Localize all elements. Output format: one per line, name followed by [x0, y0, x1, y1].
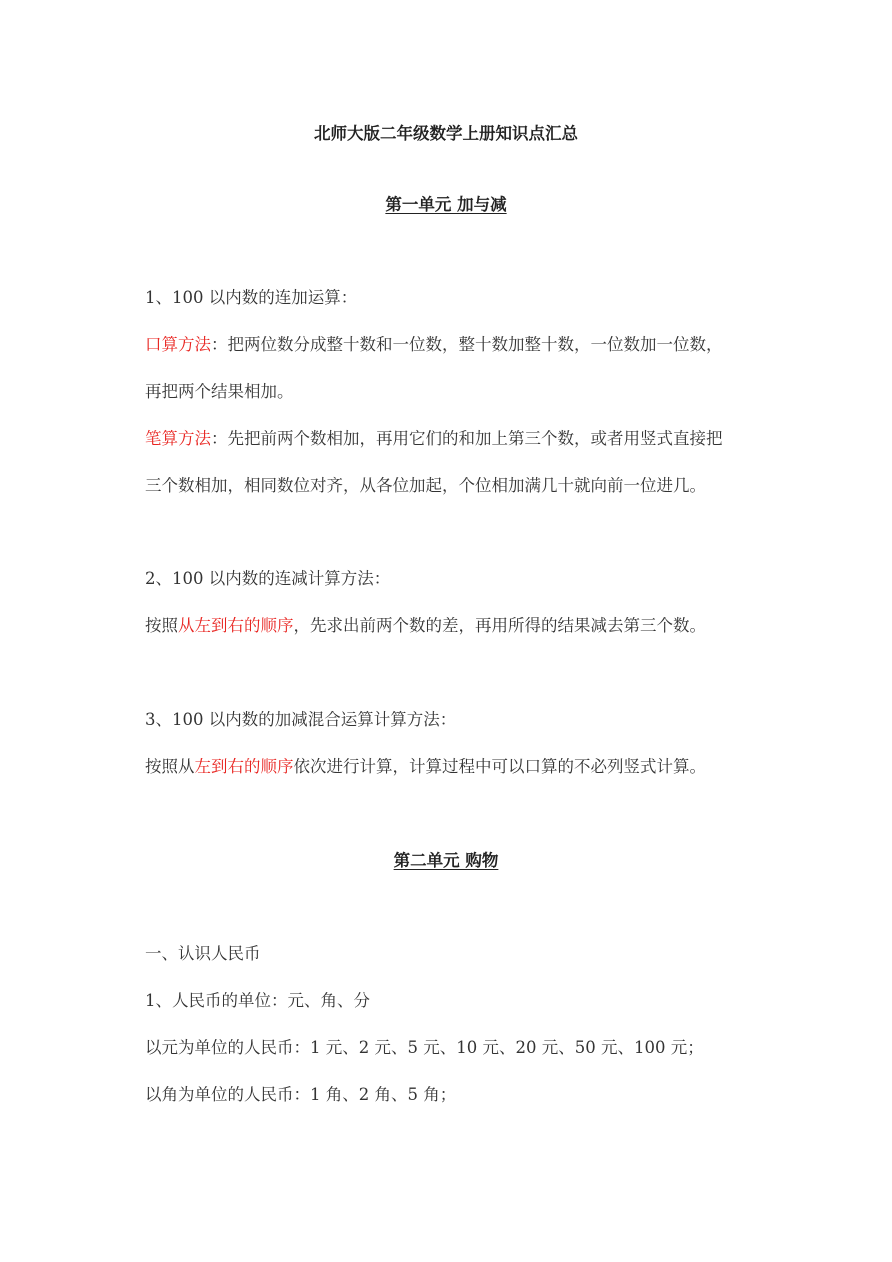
document-title: 北师大版二年级数学上册知识点汇总 [314, 124, 578, 143]
unit2-section1: 一、认识人民币 [145, 944, 261, 963]
unit1-item3-post: 依次进行计算，计算过程中可以口算的不必列竖式计算。 [293, 757, 706, 776]
oral-method-line-2: 再把两个结果相加。 [145, 382, 294, 401]
written-method-text-1: ：先把前两个数相加，再用它们的和加上第三个数，或者用竖式直接把 [211, 429, 723, 448]
unit1-item3-highlight: 左到右的顺序 [194, 757, 294, 776]
unit1-heading [0, 194, 892, 216]
unit1-heading-text: 第一单元 加与减 [385, 195, 507, 214]
unit1-item2-title: 2、100 以内数的连减计算方法： [145, 569, 391, 588]
written-method-label: 笔算方法 [145, 429, 211, 448]
written-method-line-2: 三个数相加，相同数位对齐，从各位加起，个位相加满几十就向前一位进几。 [145, 476, 706, 495]
unit1-item2-highlight: 从左到右的顺序 [178, 616, 294, 635]
unit1-item2-text [145, 615, 706, 637]
unit2-heading-text: 第二单元 购物 [393, 851, 499, 870]
yuan-denominations: 以元为单位的人民币：1 元、2 元、5 元、10 元、20 元、50 元、100 元； [145, 1038, 704, 1057]
unit1-item3-title: 3、100 以内数的加减混合运算计算方法： [145, 710, 457, 729]
unit1-item3-text [145, 756, 706, 778]
oral-method-label: 口算方法 [145, 335, 211, 354]
unit1-item2-pre: 按照 [145, 616, 178, 635]
oral-method-text-1: ：把两位数分成整十数和一位数，整十数加整十数，一位数加一位数， [211, 335, 723, 354]
jiao-denominations: 以角为单位的人民币：1 角、2 角、5 角； [145, 1085, 457, 1104]
unit1-item1-title: 1、100 以内数的连加运算： [145, 288, 358, 307]
unit2-item1: 1、人民币的单位：元、角、分 [145, 991, 370, 1010]
oral-method-line-1 [145, 334, 723, 356]
unit2-heading [0, 850, 892, 872]
unit1-item2-post: ，先求出前两个数的差，再用所得的结果减去第三个数。 [293, 616, 706, 635]
written-method-line-1 [145, 428, 723, 450]
unit1-item3-pre: 按照从 [145, 757, 195, 776]
